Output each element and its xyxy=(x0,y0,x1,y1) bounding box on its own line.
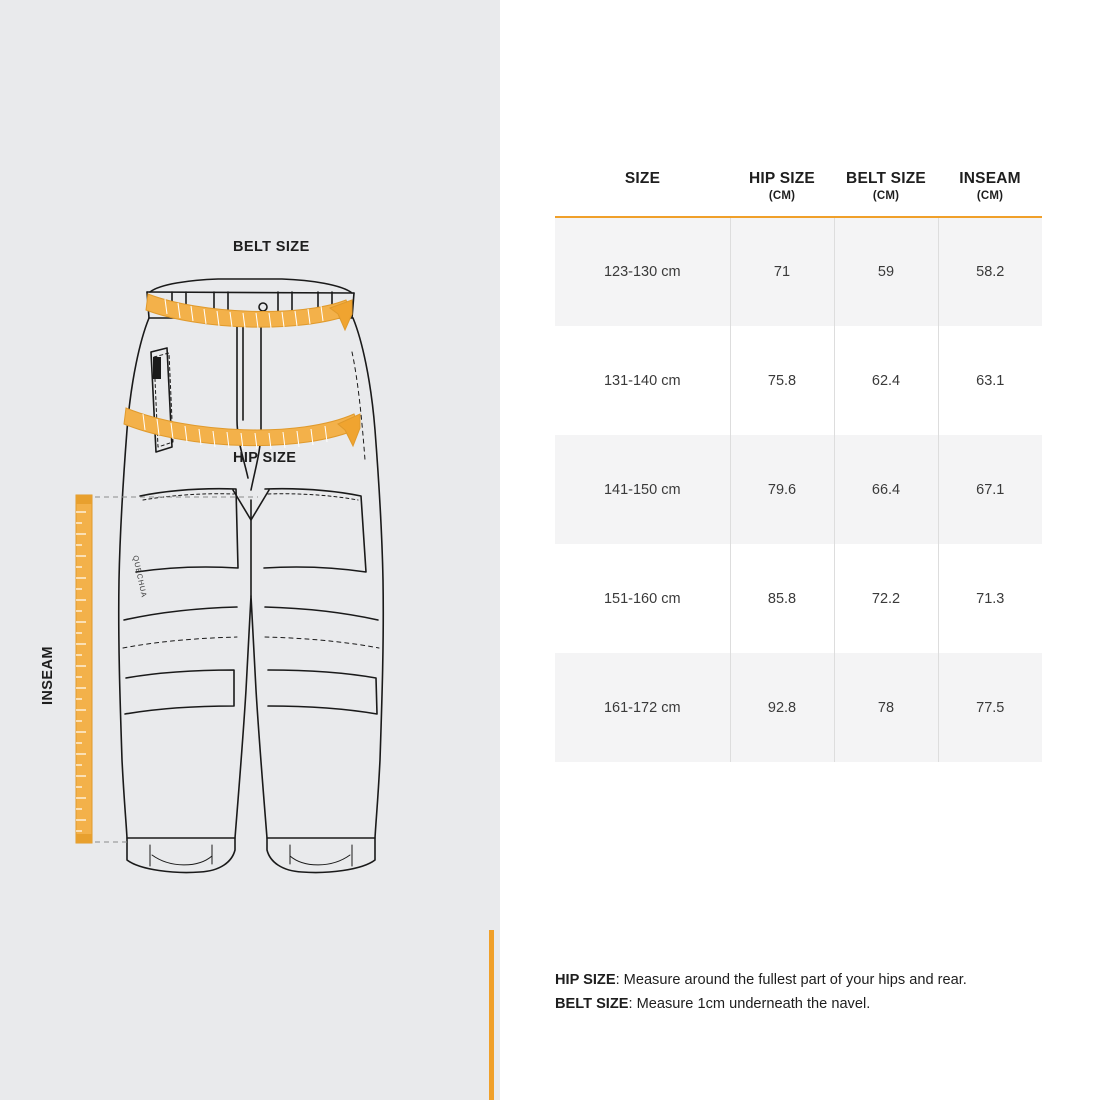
cell-belt: 59 xyxy=(834,217,938,326)
note-hip-term: HIP SIZE xyxy=(555,972,616,988)
illustration-panel xyxy=(0,0,500,1100)
size-table xyxy=(555,170,1042,762)
cell-size: 141-150 cm xyxy=(603,481,681,498)
col-header-inseam xyxy=(938,170,1042,217)
cell-inseam: 71.3 xyxy=(938,544,1042,653)
note-hip-text: : Measure around the fullest part of your hips and rear. xyxy=(615,972,967,988)
col-header-hip-label: HIP SIZE xyxy=(749,170,815,187)
cell-hip: 92.8 xyxy=(730,653,834,762)
table-row xyxy=(555,217,1042,326)
cell-hip: 85.8 xyxy=(730,544,834,653)
col-header-hip xyxy=(730,170,834,217)
col-header-size xyxy=(555,170,730,217)
table-row xyxy=(555,435,1042,544)
cell-hip: 71 xyxy=(730,217,834,326)
cell-inseam: 67.1 xyxy=(938,435,1042,544)
cell-size: 161-172 cm xyxy=(603,699,681,716)
cell-size: 123-130 cm xyxy=(603,264,681,280)
note-belt-text: : Measure 1cm underneath the navel. xyxy=(628,996,871,1013)
cell-size: 151-160 cm xyxy=(603,590,681,607)
col-header-belt xyxy=(834,170,938,217)
note-belt-term: BELT SIZE xyxy=(555,996,629,1013)
cell-inseam: 58.2 xyxy=(938,217,1042,326)
table-row xyxy=(555,544,1042,653)
col-header-belt-unit: (CM) xyxy=(872,190,900,202)
cell-belt: 66.4 xyxy=(834,435,938,544)
cell-belt: 72.2 xyxy=(834,544,938,653)
label-hip-size: HIP SIZE xyxy=(233,450,297,466)
cell-size: 131-140 cm xyxy=(603,372,681,389)
label-belt-size: BELT SIZE xyxy=(233,239,310,255)
col-header-inseam-unit: (CM) xyxy=(976,190,1004,202)
cell-inseam: 63.1 xyxy=(938,326,1042,435)
table-row xyxy=(555,653,1042,762)
cell-belt: 62.4 xyxy=(834,326,938,435)
cell-hip: 75.8 xyxy=(730,326,834,435)
note-hip xyxy=(555,968,1075,992)
cell-hip: 79.6 xyxy=(730,435,834,544)
cell-belt: 78 xyxy=(834,653,938,762)
content-panel xyxy=(500,0,1100,1100)
belt-tape-graphic xyxy=(146,294,352,330)
label-inseam: INSEAM xyxy=(40,646,56,705)
table-header-row xyxy=(555,170,1042,217)
accent-bar xyxy=(489,930,494,1100)
svg-text:QUECHUA: QUECHUA xyxy=(131,554,149,599)
col-header-size-label: SIZE xyxy=(624,170,661,187)
hip-tape-graphic xyxy=(124,408,360,449)
measurement-notes xyxy=(555,968,1075,1016)
size-table-zone xyxy=(555,170,1042,762)
col-header-hip-unit: (CM) xyxy=(768,190,796,202)
table-row xyxy=(555,326,1042,435)
col-header-belt-label: BELT SIZE xyxy=(846,170,926,187)
col-header-inseam-label: INSEAM xyxy=(959,170,1021,187)
inseam-ruler-graphic xyxy=(76,495,92,843)
note-belt xyxy=(555,992,1075,1016)
trousers-diagram xyxy=(0,0,500,1100)
cell-inseam: 77.5 xyxy=(938,653,1042,762)
